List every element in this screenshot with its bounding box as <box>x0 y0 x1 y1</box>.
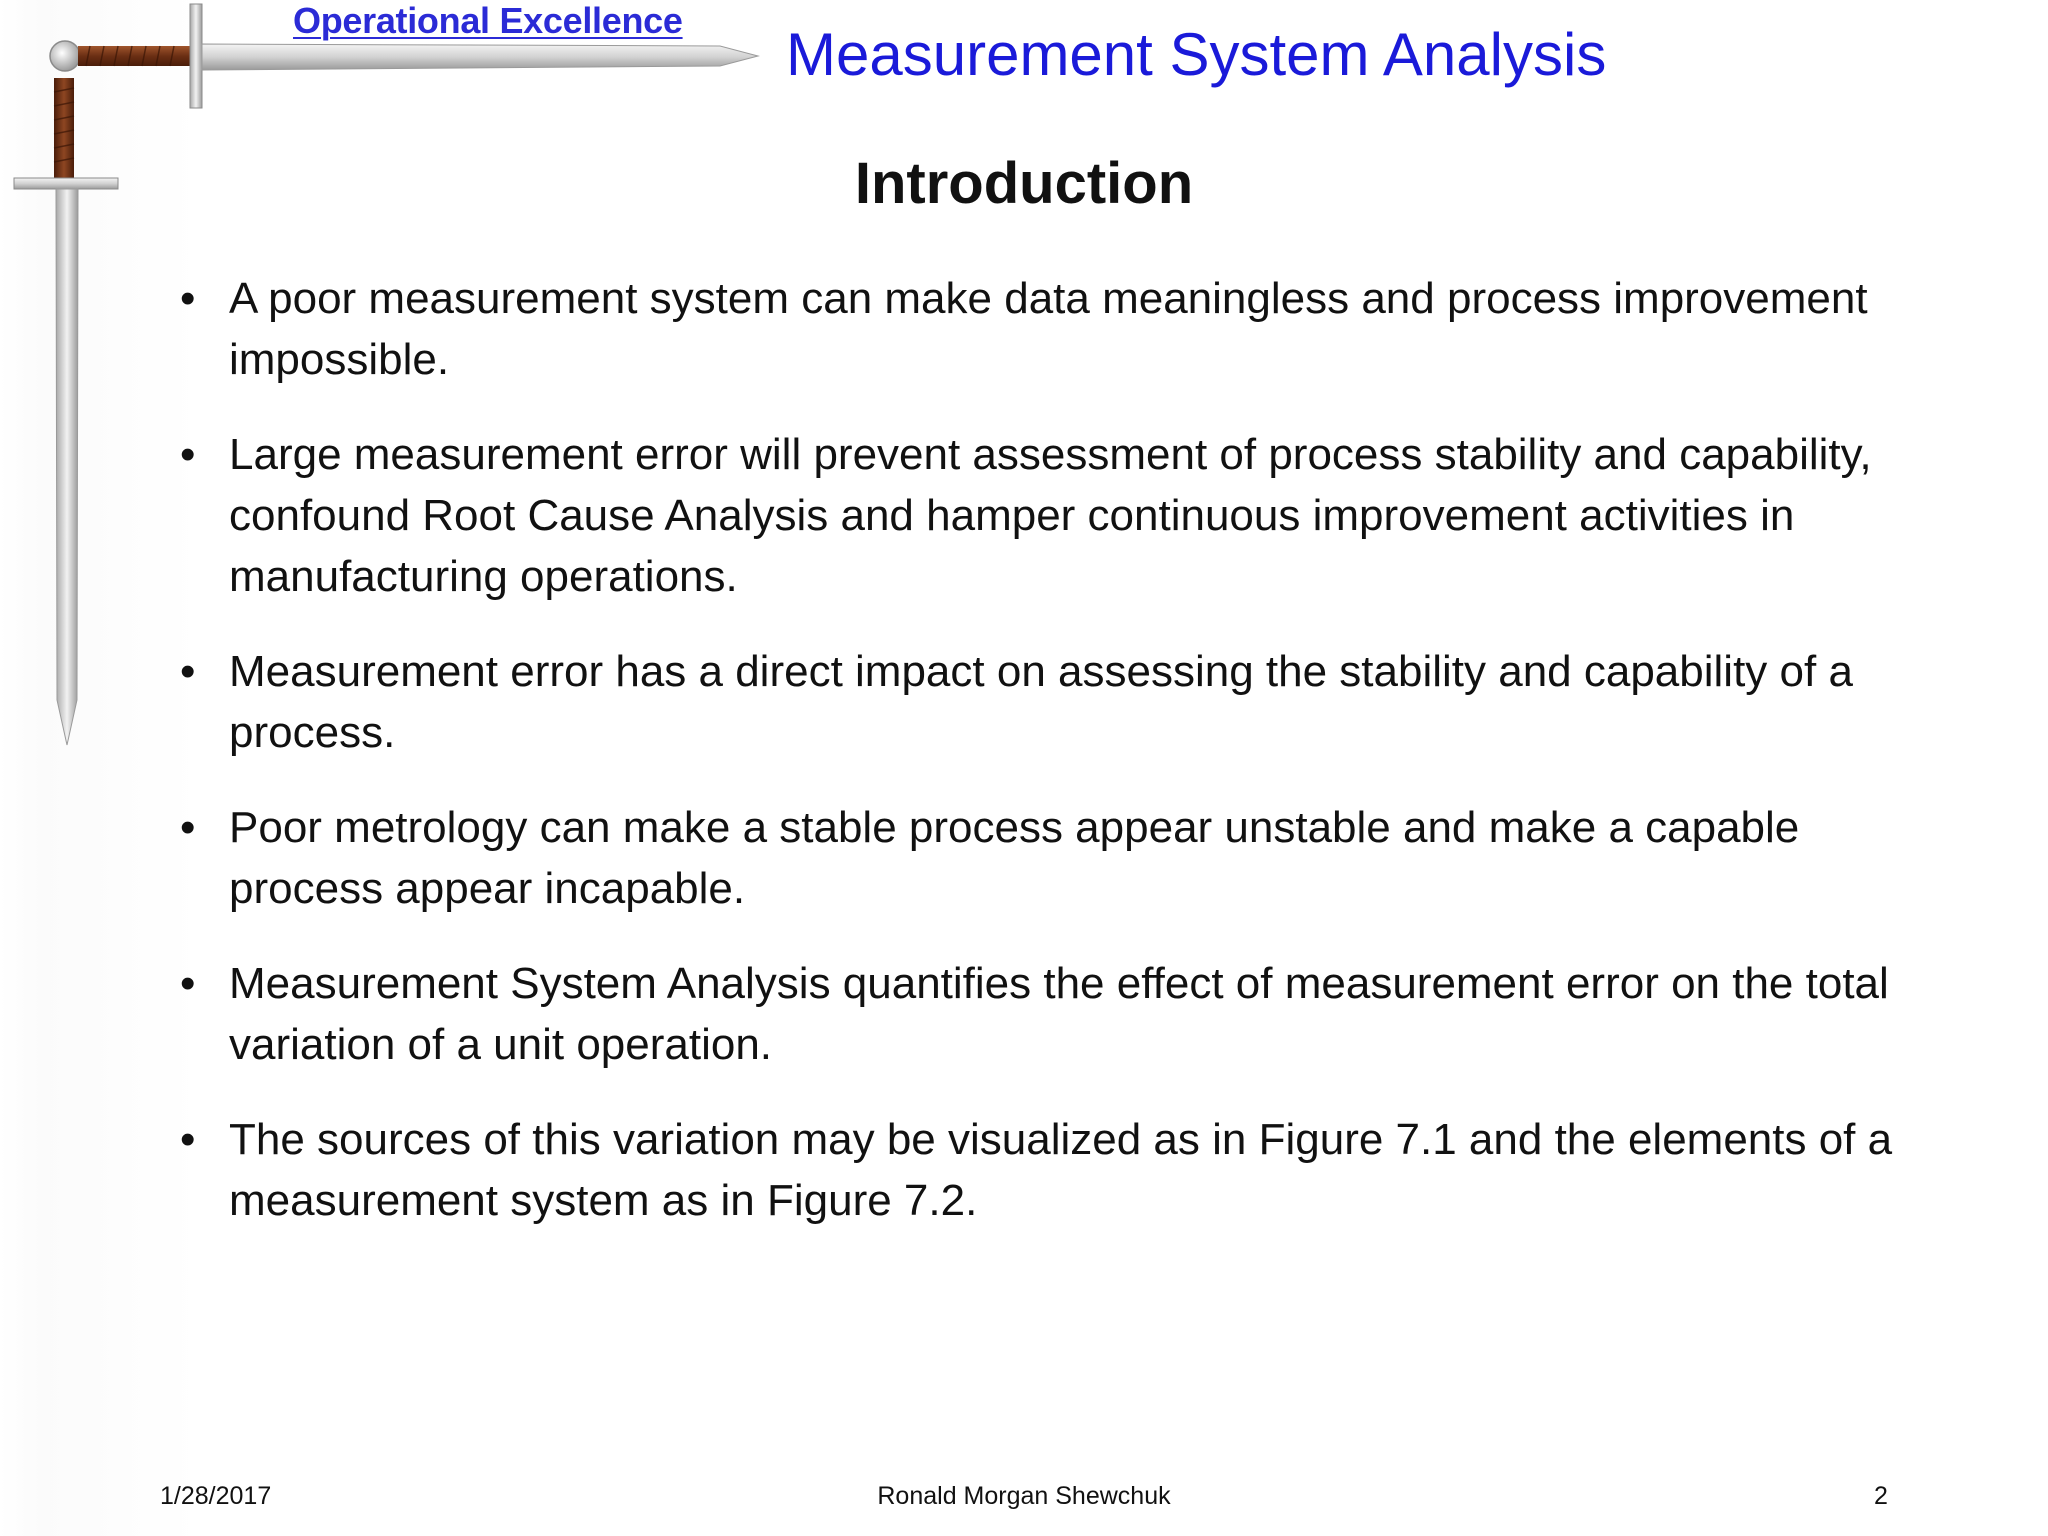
bullet-item <box>175 1109 1965 1231</box>
bullet-text: The sources of this variation may be visualized as in Figure 7.1 and the elements of a measurement system as in Figure 7.2. <box>229 1115 1893 1225</box>
bullet-symbol: • <box>180 803 196 852</box>
brand-title: Operational Excellence <box>293 0 683 41</box>
bullet-symbol: • <box>180 274 196 323</box>
bullet-item <box>175 641 1965 763</box>
bullet-item <box>175 797 1965 919</box>
bullet-symbol: • <box>180 959 196 1008</box>
bullet-text: A poor measurement system can make data meaningless and process improvement impossible. <box>229 274 1868 384</box>
bullet-text: Measurement error has a direct impact on assessing the stability and capability of a process. <box>229 647 1853 757</box>
bullet-text: Poor metrology can make a stable process appear unstable and make a capable process appear incapable. <box>229 803 1800 913</box>
bullet-item <box>175 424 1965 607</box>
footer-date: 1/28/2017 <box>160 1482 272 1510</box>
section-title: Introduction <box>854 151 1194 216</box>
header-title: Measurement System Analysis <box>786 21 1607 88</box>
bullet-list <box>175 268 1965 1265</box>
bullet-text: Large measurement error will prevent assessment of process stability and capability, confound Root Cause Analysis and hamper continuous improvement activities in manufacturing operations. <box>229 430 1872 601</box>
bullet-symbol: • <box>180 1115 196 1164</box>
bullet-item <box>175 268 1965 390</box>
bullet-symbol: • <box>180 430 196 479</box>
footer-page-number: 2 <box>1874 1482 1888 1510</box>
bullet-text: Measurement System Analysis quantifies the effect of measurement error on the total variation of a unit operation. <box>229 959 1889 1069</box>
footer-author: Ronald Morgan Shewchuk <box>877 1482 1171 1510</box>
bullet-symbol: • <box>180 647 196 696</box>
bullet-item <box>175 953 1965 1075</box>
